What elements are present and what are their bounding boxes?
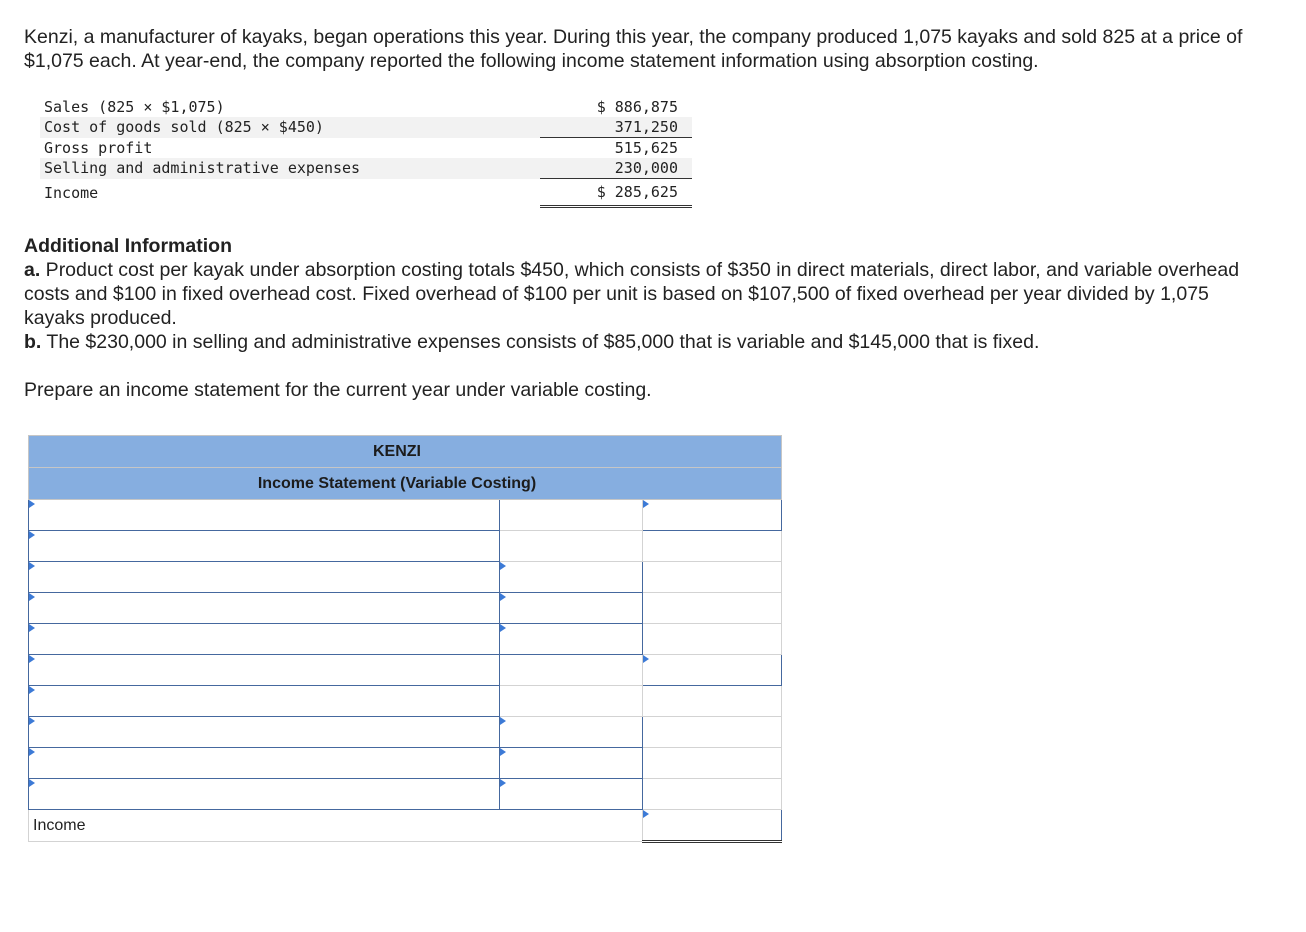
row-cell <box>499 686 643 717</box>
answer-row <box>29 531 782 562</box>
abs-row-cogs <box>40 117 692 138</box>
row-label-input[interactable] <box>29 779 500 810</box>
variable-costing-answer-table <box>28 435 782 843</box>
abs-row-gross-profit <box>40 138 692 159</box>
row-label-input[interactable] <box>29 748 500 779</box>
row-cell <box>643 779 782 810</box>
answer-row <box>29 593 782 624</box>
row-cell <box>643 686 782 717</box>
answer-row <box>29 655 782 686</box>
row-cell <box>499 655 643 686</box>
item-a-label: a. <box>24 259 41 281</box>
row-label-input[interactable] <box>29 655 500 686</box>
row-amount-input[interactable] <box>499 748 643 779</box>
abs-row-income <box>40 179 692 207</box>
abs-label: Sales (825 × $1,075) <box>44 98 225 116</box>
additional-item-a <box>24 258 1274 330</box>
abs-value: 230,000 <box>540 158 692 179</box>
table-title-header: Income Statement (Variable Costing) <box>29 468 782 500</box>
item-a-text: Product cost per kayak under absorption costing totals $450, which consists of $350 in direct materials, direct labor, and variable overhead costs and $100 in fixed overhead cost. Fixed overhead of $100 per unit is based on $107,500 of fixed overhead per year divided by 1,075 kayaks produced. <box>24 259 1240 329</box>
row-amount-input[interactable] <box>499 717 643 748</box>
table-company-header: KENZI <box>29 436 782 468</box>
row-label-input[interactable] <box>29 593 500 624</box>
problem-intro: Kenzi, a manufacturer of kayaks, began operations this year. During this year, the company produced 1,075 kayaks and sold 825 at a price of $1,075 each. At year-end, the company reported the following income statement information using absorption costing. <box>24 26 1243 72</box>
answer-row <box>29 624 782 655</box>
row-amount-input[interactable] <box>643 655 782 686</box>
abs-label: Gross profit <box>44 138 153 157</box>
row-label-input[interactable] <box>29 686 500 717</box>
row-amount-input[interactable] <box>499 624 643 655</box>
abs-label: Selling and administrative expenses <box>40 158 402 179</box>
answer-row-income <box>29 810 782 842</box>
answer-row <box>29 717 782 748</box>
answer-row <box>29 748 782 779</box>
row-label-input[interactable] <box>29 624 500 655</box>
additional-heading: Additional Information <box>24 235 232 257</box>
row-label-input[interactable] <box>29 531 500 562</box>
additional-information <box>24 234 1274 354</box>
row-amount-input[interactable] <box>643 500 782 531</box>
abs-value: 515,625 <box>614 139 678 157</box>
abs-value: $ 285,625 <box>540 179 692 207</box>
additional-item-b <box>24 330 1274 354</box>
row-cell <box>499 500 643 531</box>
absorption-income-statement <box>40 97 692 208</box>
abs-row-sales <box>40 97 692 117</box>
answer-row <box>29 562 782 593</box>
row-amount-input[interactable] <box>499 593 643 624</box>
row-cell <box>643 531 782 562</box>
row-cell <box>499 531 643 562</box>
income-amount-input[interactable] <box>643 810 782 842</box>
abs-value: 371,250 <box>540 117 692 138</box>
row-label-input[interactable] <box>29 717 500 748</box>
row-cell <box>643 562 782 593</box>
answer-row <box>29 500 782 531</box>
item-b-label: b. <box>24 331 42 353</box>
abs-row-sga <box>40 158 692 179</box>
abs-value: $ 886,875 <box>596 98 678 116</box>
row-label-input[interactable] <box>29 562 500 593</box>
question-prompt: Prepare an income statement for the current year under variable costing. <box>24 379 652 401</box>
row-cell <box>643 748 782 779</box>
row-cell <box>643 717 782 748</box>
row-amount-input[interactable] <box>499 779 643 810</box>
income-label: Income <box>29 810 643 842</box>
answer-row <box>29 686 782 717</box>
row-cell <box>643 593 782 624</box>
item-b-text: The $230,000 in selling and administrative expenses consists of $85,000 that is variable and $145,000 that is fixed. <box>41 331 1040 353</box>
abs-label: Cost of goods sold (825 × $450) <box>40 117 402 138</box>
row-amount-input[interactable] <box>499 562 643 593</box>
abs-label: Income <box>44 183 99 202</box>
row-cell <box>643 624 782 655</box>
answer-row <box>29 779 782 810</box>
row-label-input[interactable] <box>29 500 500 531</box>
